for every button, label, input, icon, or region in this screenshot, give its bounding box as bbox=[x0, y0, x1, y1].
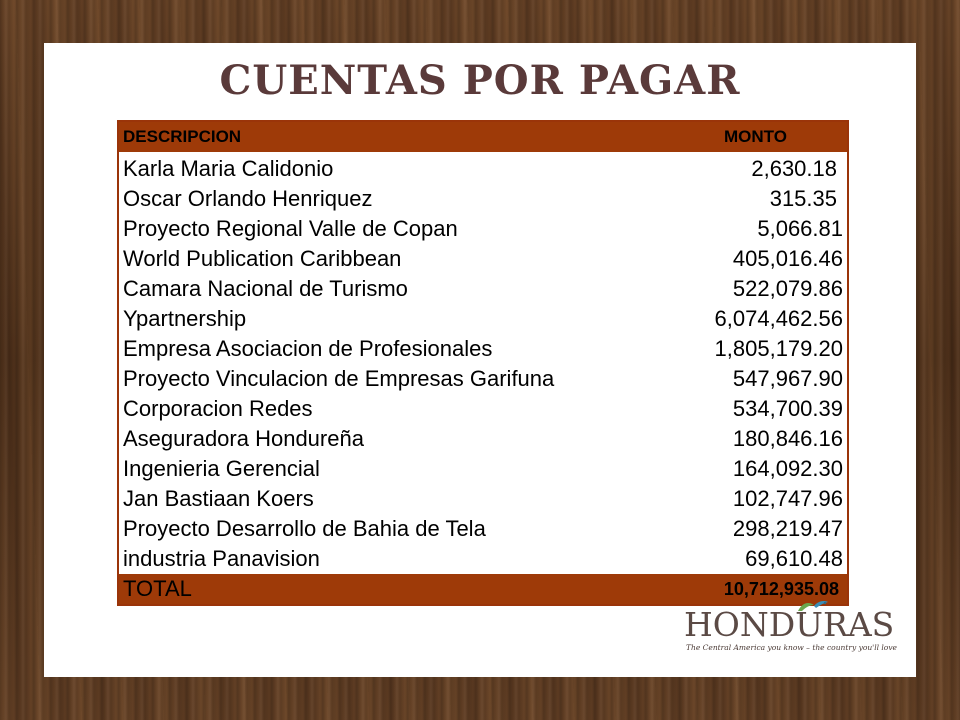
table-body bbox=[119, 154, 847, 574]
row-description: Jan Bastiaan Koers bbox=[123, 486, 314, 511]
row-description: Oscar Orlando Henriquez bbox=[123, 186, 373, 211]
row-description: Aseguradora Hondureña bbox=[123, 426, 364, 451]
honduras-logo bbox=[684, 605, 897, 655]
row-amount: 522,079.86 bbox=[732, 276, 843, 301]
table-row bbox=[119, 514, 847, 544]
row-description: Proyecto Regional Valle de Copan bbox=[123, 216, 458, 241]
header-description: DESCRIPCION bbox=[123, 127, 242, 146]
row-description: Corporacion Redes bbox=[123, 396, 313, 421]
row-amount: 180,846.16 bbox=[732, 426, 843, 451]
row-amount: 5,066.81 bbox=[757, 216, 843, 241]
row-amount: 69,610.48 bbox=[745, 546, 843, 571]
row-description: Camara Nacional de Turismo bbox=[123, 276, 408, 301]
row-amount: 164,092.30 bbox=[732, 456, 843, 481]
table-row bbox=[119, 244, 847, 274]
table-header-row bbox=[119, 122, 847, 152]
row-amount: 547,967.90 bbox=[732, 366, 843, 391]
row-description: Ypartnership bbox=[123, 306, 247, 331]
table-row bbox=[119, 424, 847, 454]
row-description: Empresa Asociacion de Profesionales bbox=[123, 336, 493, 361]
row-amount: 298,219.47 bbox=[732, 516, 843, 541]
row-amount: 102,747.96 bbox=[732, 486, 843, 511]
row-amount: 1,805,179.20 bbox=[714, 336, 843, 361]
total-amount: 10,712,935.08 bbox=[723, 579, 839, 599]
table-row bbox=[119, 214, 847, 244]
logo-tagline: The Central America you know – the country you'll love bbox=[686, 643, 897, 652]
row-description: Ingenieria Gerencial bbox=[123, 456, 320, 481]
table-row bbox=[119, 454, 847, 484]
logo-word: HONDURAS bbox=[684, 605, 895, 644]
row-description: Proyecto Desarrollo de Bahia de Tela bbox=[123, 516, 486, 541]
table-row bbox=[119, 184, 847, 214]
row-amount: 405,016.46 bbox=[732, 246, 843, 271]
row-description: Karla Maria Calidonio bbox=[123, 156, 334, 181]
row-amount: 534,700.39 bbox=[732, 396, 843, 421]
table-row bbox=[119, 484, 847, 514]
row-amount: 6,074,462.56 bbox=[714, 306, 843, 331]
page-title: CUENTAS POR PAGAR bbox=[219, 57, 741, 104]
table-row bbox=[119, 304, 847, 334]
row-amount: 315.35 bbox=[769, 186, 837, 211]
table-row bbox=[119, 544, 847, 574]
row-amount: 2,630.18 bbox=[751, 156, 837, 181]
accounts-payable-table bbox=[117, 120, 849, 606]
table-row bbox=[119, 274, 847, 304]
table-row bbox=[119, 334, 847, 364]
row-description: World Publication Caribbean bbox=[123, 246, 402, 271]
table-row bbox=[119, 154, 847, 184]
table-total-row bbox=[119, 574, 847, 604]
header-amount: MONTO bbox=[724, 127, 787, 146]
table-row bbox=[119, 394, 847, 424]
row-description: Proyecto Vinculacion de Empresas Garifuna bbox=[123, 366, 555, 391]
total-label: TOTAL bbox=[123, 576, 192, 601]
row-description: industria Panavision bbox=[123, 546, 320, 571]
table-row bbox=[119, 364, 847, 394]
